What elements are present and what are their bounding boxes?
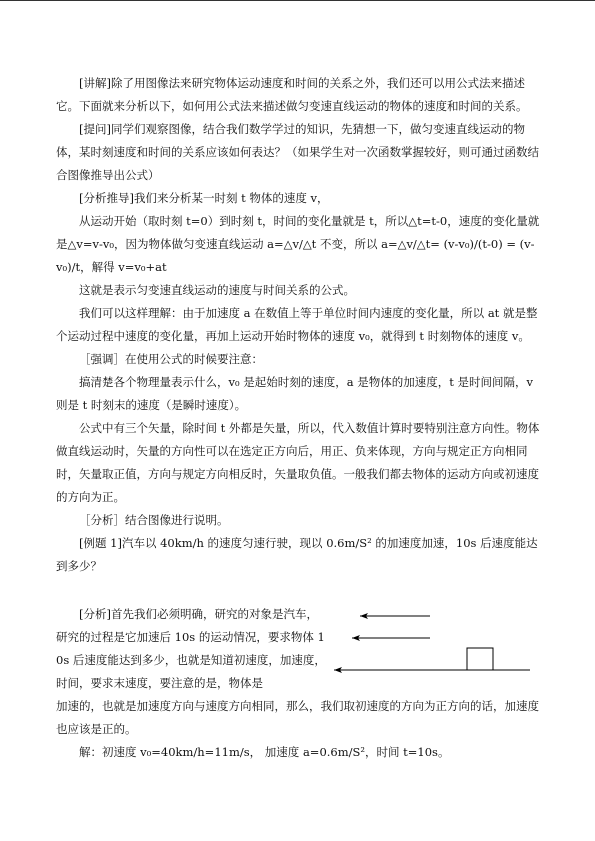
text-block-lower <box>56 695 540 764</box>
acceleration-arrow <box>352 635 430 641</box>
text-block-analysis <box>56 603 328 695</box>
paragraph-direction-note: 加速的，也就是加速度方向与速度方向相同，那么，我们取初速度的方向为正方向的话，加速度也应该是正的。 <box>56 699 539 736</box>
paragraph-question: [提问]同学们观察图像，结合我们数学学过的知识，先猜想一下，做匀变速直线运动的物体，某时刻速度和时间的关系应该如何表达？（如果学生对一次函数掌握较好，则可通过函数结合图像推导出公式） <box>56 122 539 182</box>
paragraph-formula-note: 这就是表示匀变速直线运动的速度与时间关系的公式。 <box>79 283 355 297</box>
top-rule <box>0 0 595 1</box>
paragraph-derivation: 从运动开始（取时刻 t=0）到时刻 t，时间的变化量就是 t，所以△t=t-0，速度的变化量就是△v=v-v₀，因为物体做匀变速直线运动 a=△v/△t 不变，所以 a=△v/△t= (v-v₀)/(t-0) = (v-v₀)/t，解得 v=v₀+at <box>56 214 540 274</box>
velocity-arrow <box>360 613 430 619</box>
paragraph-explanation: [讲解]除了用图像法来研究物体运动速度和时间的关系之外，我们还可以用公式法来描述它。下面就来分析以下，如何用公式法来描述做匀变速直线运动的物体的速度和时间的关系。 <box>56 76 528 113</box>
ground-direction-arrow <box>334 667 530 673</box>
paragraph-solution: 解：初速度 v₀=40km/h=11m/s， 加速度 a=0.6m/S²，时间 t=10s。 <box>79 745 450 759</box>
text-block-upper <box>56 72 540 578</box>
paragraph-vectors: 公式中有三个矢量，除时间 t 外都是矢量，所以，代入数值计算时要特别注意方向性。物体做直线运动时，矢量的方向性可以在选定正方向后，用正、负来体现，方向与规定正方向相同时，矢量取正值，方向与规定方向相反时，矢量取负值。一般我们都去物体的运动方向或初速度的方向为正。 <box>56 421 540 504</box>
paragraph-quantities: 搞清楚各个物理量表示什么，v₀ 是起始时刻的速度，a 是物体的加速度，t 是时间间隔，v 则是 t 时刻末的速度（是瞬时速度）。 <box>56 375 534 412</box>
paragraph-example-analysis: [分析]首先我们必须明确，研究的对象是汽车，研究的过程是它加速后 10s 的运动情况，要求物体 10s 后速度能达到多少，也就是知道初速度，加速度，时间，要求末速度，要注意的是，物体是 <box>56 607 326 690</box>
paragraph-derivation-intro: [分析推导]我们来分析某一时刻 t 物体的速度 v， <box>79 191 329 205</box>
paragraph-emphasis: ［强调］在使用公式的时候要注意： <box>79 352 263 366</box>
motion-diagram <box>330 600 546 680</box>
paragraph-understanding: 我们可以这样理解：由于加速度 a 在数值上等于单位时间内速度的变化量，所以 at 就是整个运动过程中速度的变化量，再加上运动开始时物体的速度 v₀，就得到 t 时刻物体的速度 v。 <box>56 306 538 343</box>
paragraph-analysis: ［分析］结合图像进行说明。 <box>79 513 229 527</box>
paragraph-example: [例题 1]汽车以 40km/h 的速度匀速行驶，现以 0.6m/S² 的加速度加速，10s 后速度能达到多少？ <box>56 536 538 573</box>
car-block <box>467 648 493 670</box>
